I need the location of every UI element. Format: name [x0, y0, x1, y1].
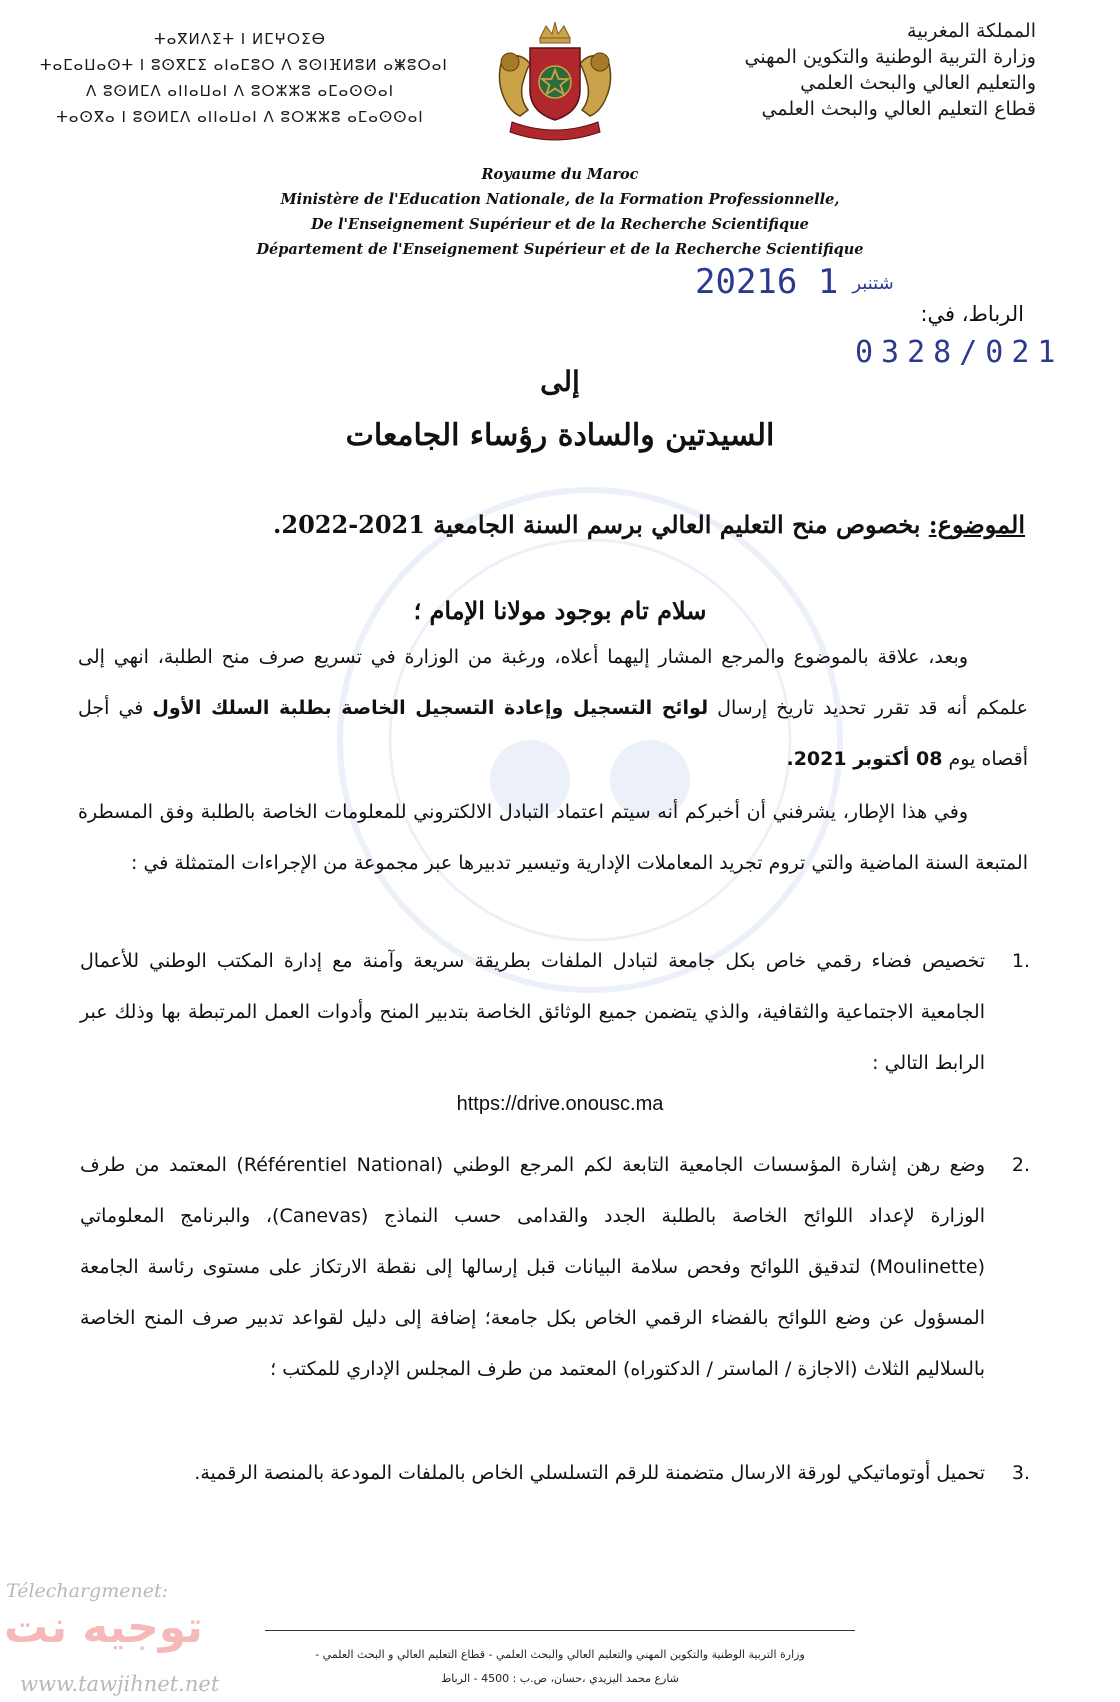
- paragraph-intro-text: في أجل أقصاه يوم: [78, 697, 1028, 770]
- list-item-text: تحميل أوتوماتيكي لورقة الارسال متضمنة للرقم التسلسلي الخاص بالملفات المودعة بالمنصة الرقمية.: [194, 1462, 985, 1484]
- drive-link[interactable]: https://drive.onousc.ma: [456, 1093, 664, 1115]
- tifinagh-header-line: ⵜⴰⵙⴳⴰ ⵏ ⵓⵙⵍⵎⴷ ⴰⵏⵏⴰⵡⴰⵏ ⴷ ⵓⵔⵣⵣⵓ ⴰⵎⴰⵙⵙⴰⵏ: [56, 108, 424, 126]
- subject-line: [105, 510, 1025, 539]
- arabic-header-line: وزارة التربية الوطنية والتكوين المهني: [744, 46, 1036, 68]
- tifinagh-header-line: ⵜⴰⵎⴰⵡⴰⵙⵜ ⵏ ⵓⵙⴳⵎⵉ ⴰⵏⴰⵎⵓⵔ ⴷ ⵓⵙⵏⴼⵍⵓⵍ ⴰⵥⵓⵔⴰⵏ: [40, 56, 448, 74]
- arabic-header-line: المملكة المغربية: [907, 20, 1036, 42]
- list-item-number: 2.: [1011, 1154, 1030, 1176]
- paragraph-intro-bold: لوائح التسجيل وإعادة التسجيل الخاصة بطلبة السلك الأول: [152, 697, 709, 719]
- subject-text: بخصوص منح التعليم العالي برسم السنة الجامعية 2021-2022.: [273, 510, 921, 539]
- stamp-month: شتنبر: [852, 273, 894, 294]
- arabic-header-line: قطاع التعليم العالي والبحث العلمي: [761, 98, 1036, 120]
- paragraph-intro-text: وبعد، علاقة بالموضوع والمرجع المشار إليهما أعلاه، ورغبة من الوزارة في تسريع صرف منح الطلبة، انهي إلى علمكم أنه قد تقرر تحديد تاريخ إرسال: [78, 646, 1028, 719]
- place-date-label: الرباط، في:: [920, 302, 1024, 326]
- footer-address-line: شارع محمد اليزيدي ،حسان، ص.ب : 4500 - الرباط: [441, 1672, 679, 1685]
- list-item: [80, 1448, 1030, 1499]
- stamp-year: 2021: [695, 262, 777, 302]
- download-watermark-label: Télechargmenet:: [6, 1580, 168, 1602]
- footer-address-line: وزارة التربية الوطنية والتكوين المهني والتعليم العالي والبحث العلمي - قطاع التعليم العالي و البحث العلمي -: [315, 1648, 805, 1661]
- stamp-day: 1 6: [776, 262, 839, 302]
- tifinagh-header-line: ⵜⴰⴳⵍⴷⵉⵜ ⵏ ⵍⵎⵖⵔⵉⴱ: [154, 30, 326, 48]
- coat-of-arms-emblem: [490, 20, 620, 145]
- french-header-line: Ministère de l'Education Nationale, de la Formation Professionnelle,: [280, 191, 840, 208]
- arabic-header-line: والتعليم العالي والبحث العلمي: [800, 72, 1036, 94]
- list-item-number: 3.: [1011, 1462, 1030, 1484]
- reference-number-stamp: 0328/021: [855, 335, 1064, 370]
- french-header-line: De l'Enseignement Supérieur et de la Recherche Scientifique: [311, 216, 809, 233]
- list-item: [80, 936, 1030, 1089]
- french-header-line: Département de l'Enseignement Supérieur et de la Recherche Scientifique: [256, 241, 864, 258]
- arabic-header: [706, 18, 1036, 122]
- subject-label: الموضوع:: [928, 510, 1025, 539]
- list-item: [80, 1140, 1030, 1395]
- french-header-line: Royaume du Maroc: [481, 166, 639, 183]
- list-item-text: تخصيص فضاء رقمي خاص بكل جامعة لتبادل الملفات بطريقة سريعة وآمنة مع إدارة المكتب الوطني للأعمال الجامعية الاجتماعية والثقافية، والذي يتضمن جميع الوثائق الخاصة بتدبير المنح وأدوات العمل المرتبطة بها وذلك عبر الرابط التالي :: [80, 950, 985, 1074]
- date-stamp: [695, 262, 908, 302]
- deadline-date: 08 أكتوبر 2021.: [786, 748, 943, 770]
- to-label: إلى: [540, 365, 580, 398]
- paragraph-intro: [78, 632, 1028, 785]
- list-item-text: وضع رهن إشارة المؤسسات الجامعية التابعة لكم المرجع الوطني (Référentiel National) المعتمد من طرف الوزارة لإعداد اللوائح الخاصة بالطلبة الجدد والقدامى حسب النماذج (Canevas)، والبرنامج المعلوماتي (Moulinette) لتدقيق اللوائح وفحص سلامة البيانات قبل إرسالها إلى نقطة الارتكاز على مستوى رئاسة الجامعة المسؤول عن وضع اللوائح بالفضاء الرقمي الخاص بكل جامعة؛ إضافة إلى دليل لقواعد تدبير صرف المنح الخاصة بالسلاليم الثلاث (الاجازة / الماستر / الدكتوراه) المعتمد من طرف المجلس الإداري للمكتب ؛: [80, 1154, 986, 1380]
- recipients-heading: السيدتين والسادة رؤساء الجامعات: [345, 418, 775, 453]
- tifinagh-header-line: ⴷ ⵓⵙⵍⵎⴷ ⴰⵏⵏⴰⵡⴰⵏ ⴷ ⵓⵔⵣⵣⵓ ⴰⵎⴰⵙⵙⴰⵏ: [85, 82, 394, 100]
- paragraph-context: وفي هذا الإطار، يشرفني أن أخبركم أنه سيتم اعتماد التبادل الالكتروني للمعلومات الخاصة بالطلبة وفق المسطرة المتبعة السنة الماضية والتي تروم تجريد المعاملات الإدارية وتيسير تدبيرها عبر مجموعة من الإجراءات المتمثلة في :: [78, 801, 1028, 874]
- greeting: سلام تام بوجود مولانا الإمام ؛: [413, 596, 707, 625]
- tifinagh-header: [40, 26, 448, 130]
- list-item-number: 1.: [1011, 950, 1030, 972]
- site-url-watermark[interactable]: www.tawjihnet.net: [20, 1672, 220, 1696]
- french-header: [200, 162, 920, 262]
- site-logo-watermark: توجيه نت: [4, 1602, 203, 1653]
- footer-divider: [265, 1630, 855, 1631]
